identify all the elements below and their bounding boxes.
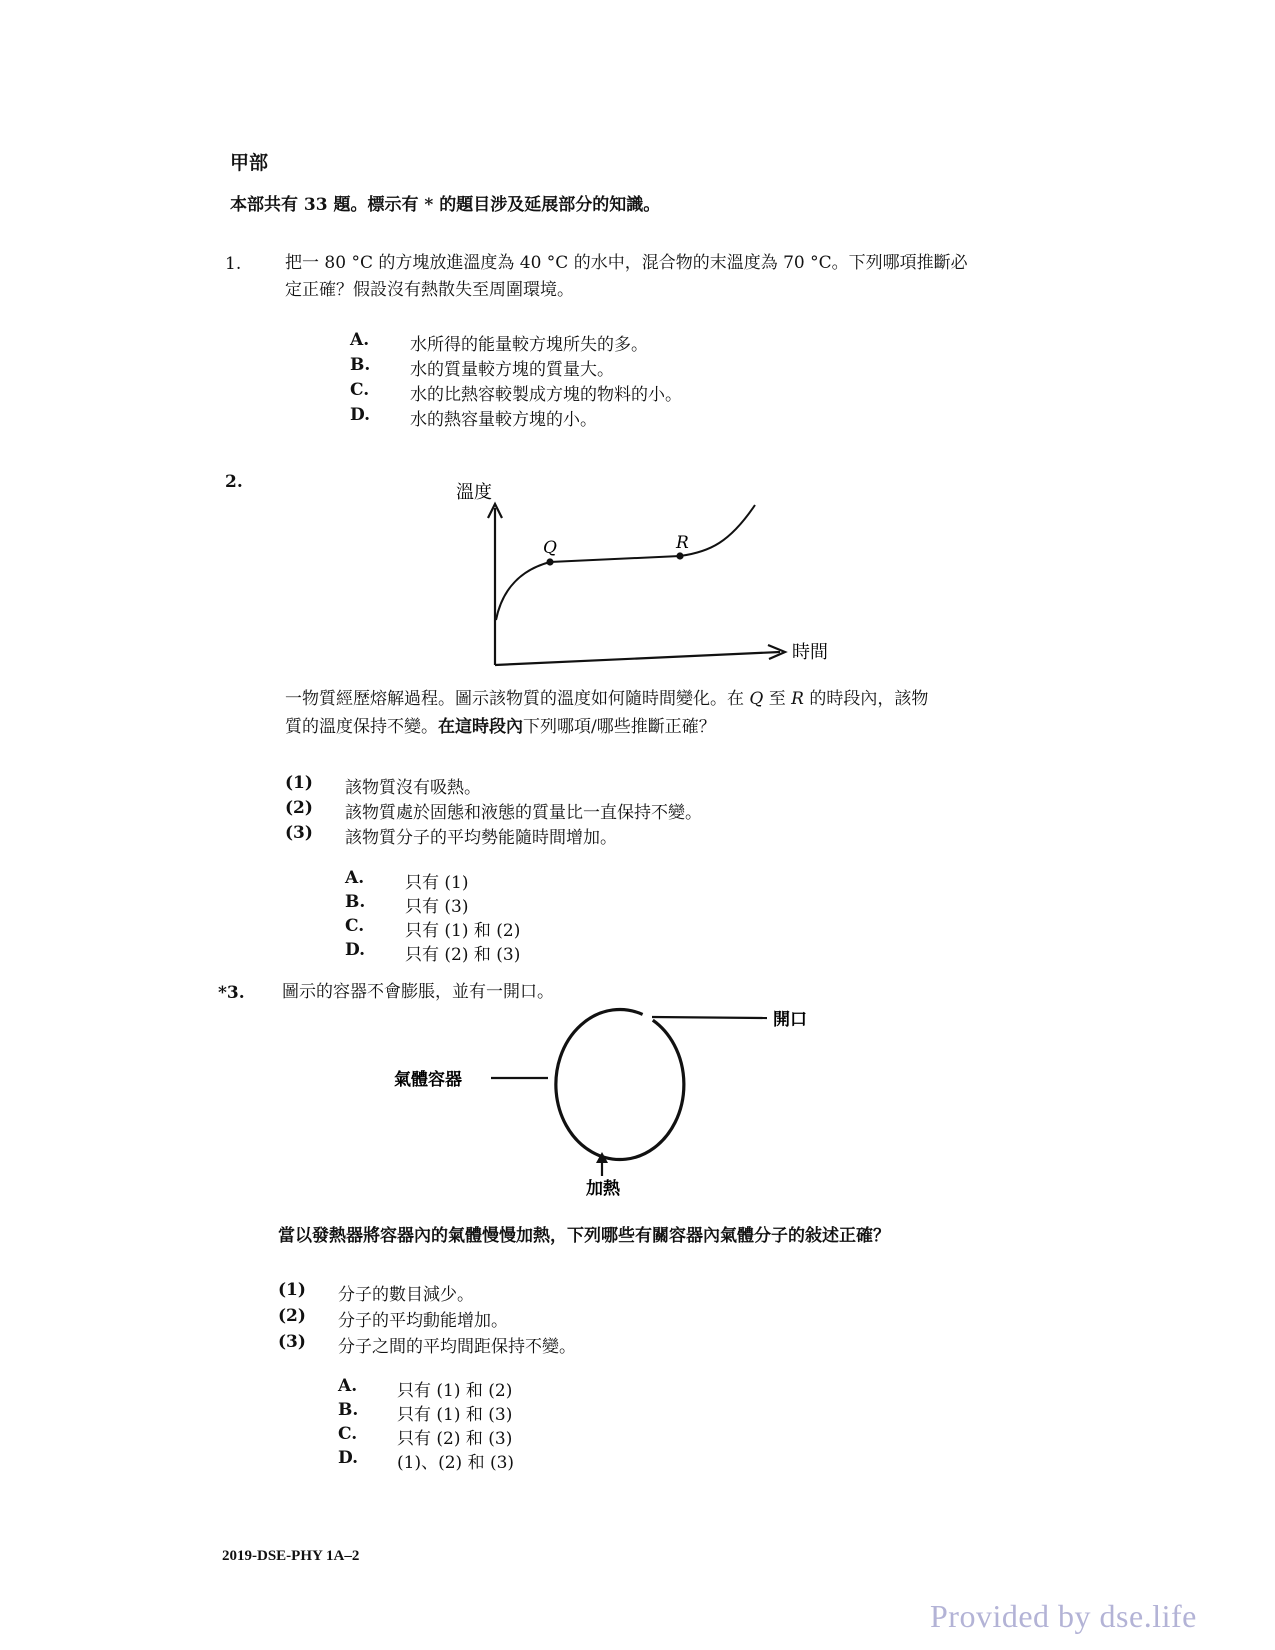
q2-text-q: Q: [749, 689, 764, 709]
q2-statement-1-num: (1): [285, 773, 313, 793]
watermark: Provided by dse.life: [930, 1598, 1197, 1634]
q1-option-c-letter: C.: [350, 380, 370, 400]
q2-text-line1-part-b: 至: [763, 689, 792, 709]
q2-statement-2-text: 該物質處於固態和液態的質量比一直保持不變。: [345, 803, 702, 823]
point-q-marker: [546, 558, 553, 565]
q2-statement-2-num: (2): [285, 798, 313, 818]
q1-option-d-letter: D.: [350, 405, 371, 425]
opening-pointer-line: [652, 1017, 767, 1018]
x-axis: [495, 652, 780, 665]
q1-option-a-text: 水所得的能量較方塊所失的多。: [410, 335, 648, 355]
section-title: 甲部: [230, 152, 269, 174]
q2-option-d-text: 只有 (2) 和 (3): [405, 945, 521, 965]
q3-text: 圖示的容器不會膨脹，並有一開口。: [282, 982, 554, 1002]
q1-text-line2: 定正確？假設沒有熱散失至周圍環境。: [285, 280, 574, 300]
q3-statement-1-num: (1): [278, 1280, 306, 1300]
q3-option-c-letter: C.: [338, 1424, 358, 1444]
q3-statement-2-text: 分子的平均動能增加。: [338, 1311, 508, 1331]
q3-option-a-letter: A.: [338, 1376, 358, 1396]
point-r-marker: [676, 552, 683, 559]
q2-text-line2: [285, 714, 716, 741]
q2-option-c-text: 只有 (1) 和 (2): [405, 921, 521, 941]
q1-option-d-text: 水的熱容量較方塊的小。: [410, 410, 597, 430]
q2-option-b-text: 只有 (3): [405, 897, 469, 917]
q3-container-diagram: [390, 1000, 830, 1210]
q2-text-line2-part-a: 質的溫度保持不變。: [285, 717, 438, 737]
container-label: 氣體容器: [394, 1070, 462, 1090]
q2-text-line2-bold: 在這時段內: [438, 717, 523, 737]
point-q-label: Q: [543, 538, 557, 558]
q2-option-b-letter: B.: [345, 892, 366, 912]
y-axis-label: 溫度: [456, 482, 492, 503]
q1-number: 1.: [225, 254, 242, 274]
q3-statement-3-text: 分子之間的平均間距保持不變。: [338, 1337, 576, 1357]
q1-text-line1: 把一 80 °C 的方塊放進溫度為 40 °C 的水中，混合物的末溫度為 70 °C。下列哪項推斷必: [285, 253, 968, 273]
q2-option-a-letter: A.: [345, 868, 365, 888]
opening-label: 開口: [773, 1010, 807, 1030]
q3-statement-2-num: (2): [278, 1306, 306, 1326]
x-axis-label: 時間: [792, 642, 828, 663]
q2-text-line2-part-b: 下列哪項/哪些推斷正確？: [523, 717, 716, 737]
temperature-curve: [496, 505, 755, 620]
q1-option-c-text: 水的比熱容較製成方塊的物料的小。: [410, 385, 682, 405]
q2-temperature-time-graph: [440, 480, 840, 690]
q1-option-b-text: 水的質量較方塊的質量大。: [410, 360, 614, 380]
gas-container-circle: [556, 1010, 684, 1160]
q3-option-b-text: 只有 (1) 和 (3): [397, 1405, 513, 1425]
q1-option-b-letter: B.: [350, 355, 371, 375]
q3-option-d-text: (1)、(2) 和 (3): [397, 1453, 515, 1473]
q2-text-r: R: [791, 689, 804, 709]
heat-label: 加熱: [586, 1179, 620, 1199]
q3-question: 當以發熱器將容器內的氣體慢慢加熱，下列哪些有關容器內氣體分子的敍述正確？: [278, 1226, 890, 1246]
q3-option-b-letter: B.: [338, 1400, 359, 1420]
q2-text-line1-part-c: 的時段內，該物: [803, 689, 929, 709]
q2-statement-1-text: 該物質沒有吸熱。: [345, 778, 481, 798]
q2-text-line1-part-a: 一物質經歷熔解過程。圖示該物質的溫度如何隨時間變化。在: [285, 689, 750, 709]
q2-text-line1: [285, 686, 928, 713]
q1-option-a-letter: A.: [350, 330, 370, 350]
q2-statement-3-num: (3): [285, 823, 313, 843]
q3-statement-3-num: (3): [278, 1332, 306, 1352]
point-r-label: R: [676, 533, 689, 553]
q2-statement-3-text: 該物質分子的平均勢能隨時間增加。: [345, 828, 617, 848]
q3-option-a-text: 只有 (1) 和 (2): [397, 1381, 513, 1401]
section-note: 本部共有 33 題。標示有 * 的題目涉及延展部分的知識。: [230, 195, 661, 215]
q2-number: 2.: [225, 472, 243, 492]
q3-option-d-letter: D.: [338, 1448, 359, 1468]
page-code: 2019-DSE-PHY 1A–2: [222, 1548, 360, 1564]
q2-option-d-letter: D.: [345, 940, 366, 960]
q2-option-a-text: 只有 (1): [405, 873, 469, 893]
q3-statement-1-text: 分子的數目減少。: [338, 1285, 474, 1305]
q2-option-c-letter: C.: [345, 916, 365, 936]
q3-option-c-text: 只有 (2) 和 (3): [397, 1429, 513, 1449]
q3-number: *3.: [218, 983, 245, 1003]
